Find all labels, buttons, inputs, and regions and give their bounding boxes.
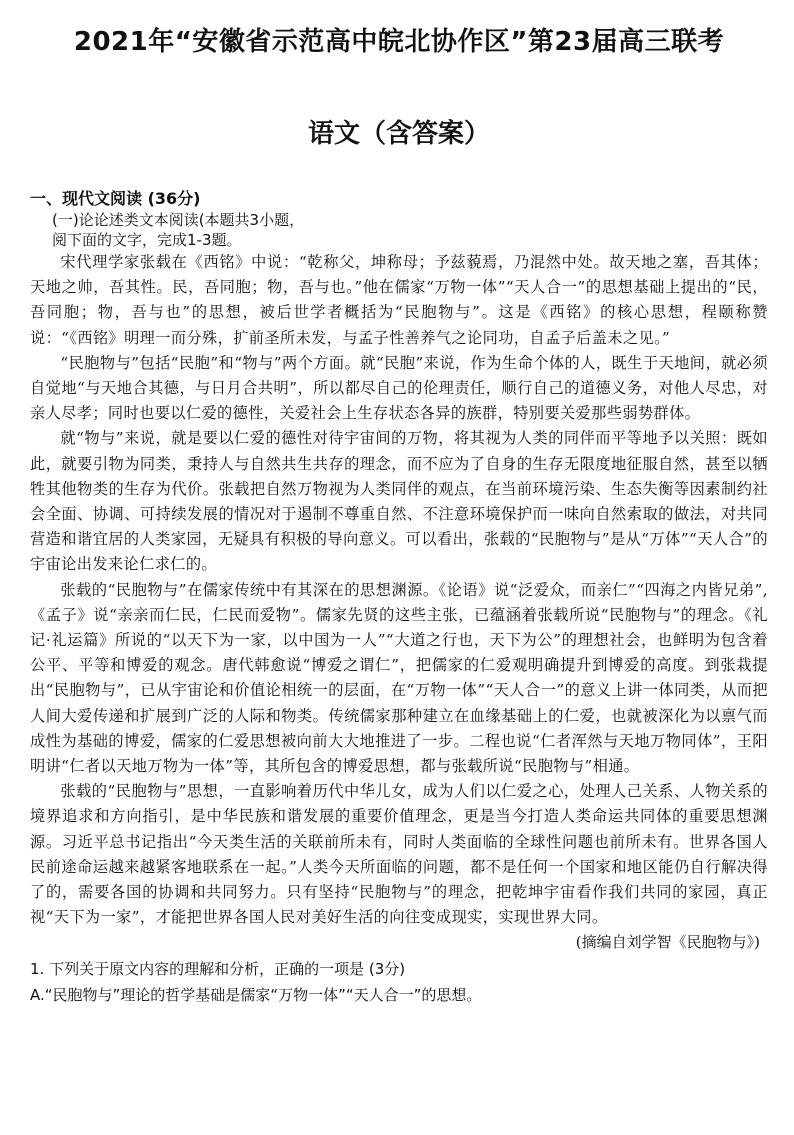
intro-line: (一)论论述类文本阅读(本题共3小题， xyxy=(52,211,305,229)
intro-line: 阅下面的文字，完成1-3题。 xyxy=(52,231,242,249)
question-1: 1. 下列关于原文内容的理解和分析，正确的一项是 (3分) xyxy=(30,960,406,979)
body-paragraph: 就“物与”来说，就是要以仁爱的德性对待宇宙间的万物，将其视为人类的同伴而平等地予以关照：既如此，就要引物为同类，秉持人与自然共生共存的理念，而不应为了自身的生存无限度地征服自然，甚至以牺牲其他物类的生存为代价。张载把自然万物视为人类同伴的观点，在当前环境污染、生态失衡等因素制约社会全面、协调、可持续发展的情况对于遏制不尊重自然、不注意环境保护而一味向自然索取的做法，对共同营造和谐宜居的人类家园，无疑具有积极的导向意义。可以看出，张载的“民胞物与”是从“万体”“天人合”的宇宙论出发来论仁求仁的。 xyxy=(30,429,768,574)
source-citation: (摘编自刘学智《民胞物与》) xyxy=(575,933,760,952)
body-paragraph: 张载的“民胞物与”思想，一直影响着历代中华儿女，成为人们以仁爱之心，处理人己关系、人物关系的境界追求和方向指引，是中华民族和谐发展的重要价值理念，更是当今打造人类命运共同体的重要思想渊源。习近平总书记指出“今天类生活的关联前所未有，同时人类面临的全球性问题也前所未有。世界各国人民前途命运越来越紧客地联系在一起。”人类今天所面临的问题，都不是任何一个国家和地区能仍自行解决得了的，需要各国的协调和共同努力。只有坚持“民胞物与”的理念，把乾坤宇宙看作我们共同的家园，真正视“天下为一家”，才能把世界各国人民对美好生活的向往变成现实，实现世界大同。 xyxy=(30,782,768,927)
document-subtitle: 语文（含答案） xyxy=(307,119,490,149)
body-paragraph: 宋代理学家张载在《西铭》中说：“乾称父，坤称母；予兹藐焉，乃混然中处。故天地之塞，吾其体；天地之帅，吾其性。民，吾同胞；物，吾与也。”他在儒家“万物一体”“天人合一”的思想基础上提出的“民，吾同胞；物，吾与也”的思想，被后世学者概括为“民胞物与”。这是《西铭》的核心思想，程颐称赞说：“《西铭》明理一而分殊，扩前圣所未发，与孟子性善养气之论同功，自孟子后盖未之见。” xyxy=(30,253,768,347)
document-title: 2021年“安徽省示范高中皖北协作区”第23届高三联考 xyxy=(73,27,725,57)
body-paragraph: 张载的“民胞物与”在儒家传统中有其深在的思想渊源。《论语》说“泛爱众，而亲仁”“四海之内皆兄弟”,《孟子》说“亲亲而仁民，仁民而爱物”。儒家先贤的这些主张，已蕴涵着张载所说“民胞物与”的理念。《礼记·礼运篇》所说的“以天下为一家，以中国为一人”“大道之行也，天下为公”的理想社会，也鲜明为包含着公平、平等和博爱的观念。唐代韩愈说“博爱之谓仁”，把儒家的仁爱观明确提升到博爱的高度。到张栽提出“民胞物与”，已从宇宙论和价值论相统一的层面，在“万物一体”“天人合一”的意义上讲一体同类，从而把人间大爱传递和扩展到广泛的人际和物类。传统儒家那种建立在血缘基础上的仁爱，也就被深化为以禀气而成性为基础的博爱，儒家的仁爱思想被向前大大地推进了一步。二程也说“仁者浑然与天地万物同体”，王阳明讲“仁者以天地万物为一体”等，其所包含的博爱思想，都与张载所说“民胞物与”相通。 xyxy=(30,580,768,776)
section-heading: 一、现代文阅读 (36分) xyxy=(30,189,201,208)
question-1-option-a: A.“民胞物与”理论的哲学基础是儒家“万物一体”“天人合一”的思想。 xyxy=(30,986,482,1005)
body-paragraph: “民胞物与”包括“民胞”和“物与”两个方面。就“民胞”来说，作为生命个体的人，既生于天地间，就必须自觉地“与天地合其德，与日月合共明”，所以都尽自己的伦理责任，顺行自己的道德义务，对他人尽忠，对亲人尽孝；同时也要以仁爱的德性，关爱社会上生存状态各异的族群，特别要关爱那些弱势群体。 xyxy=(30,353,768,423)
